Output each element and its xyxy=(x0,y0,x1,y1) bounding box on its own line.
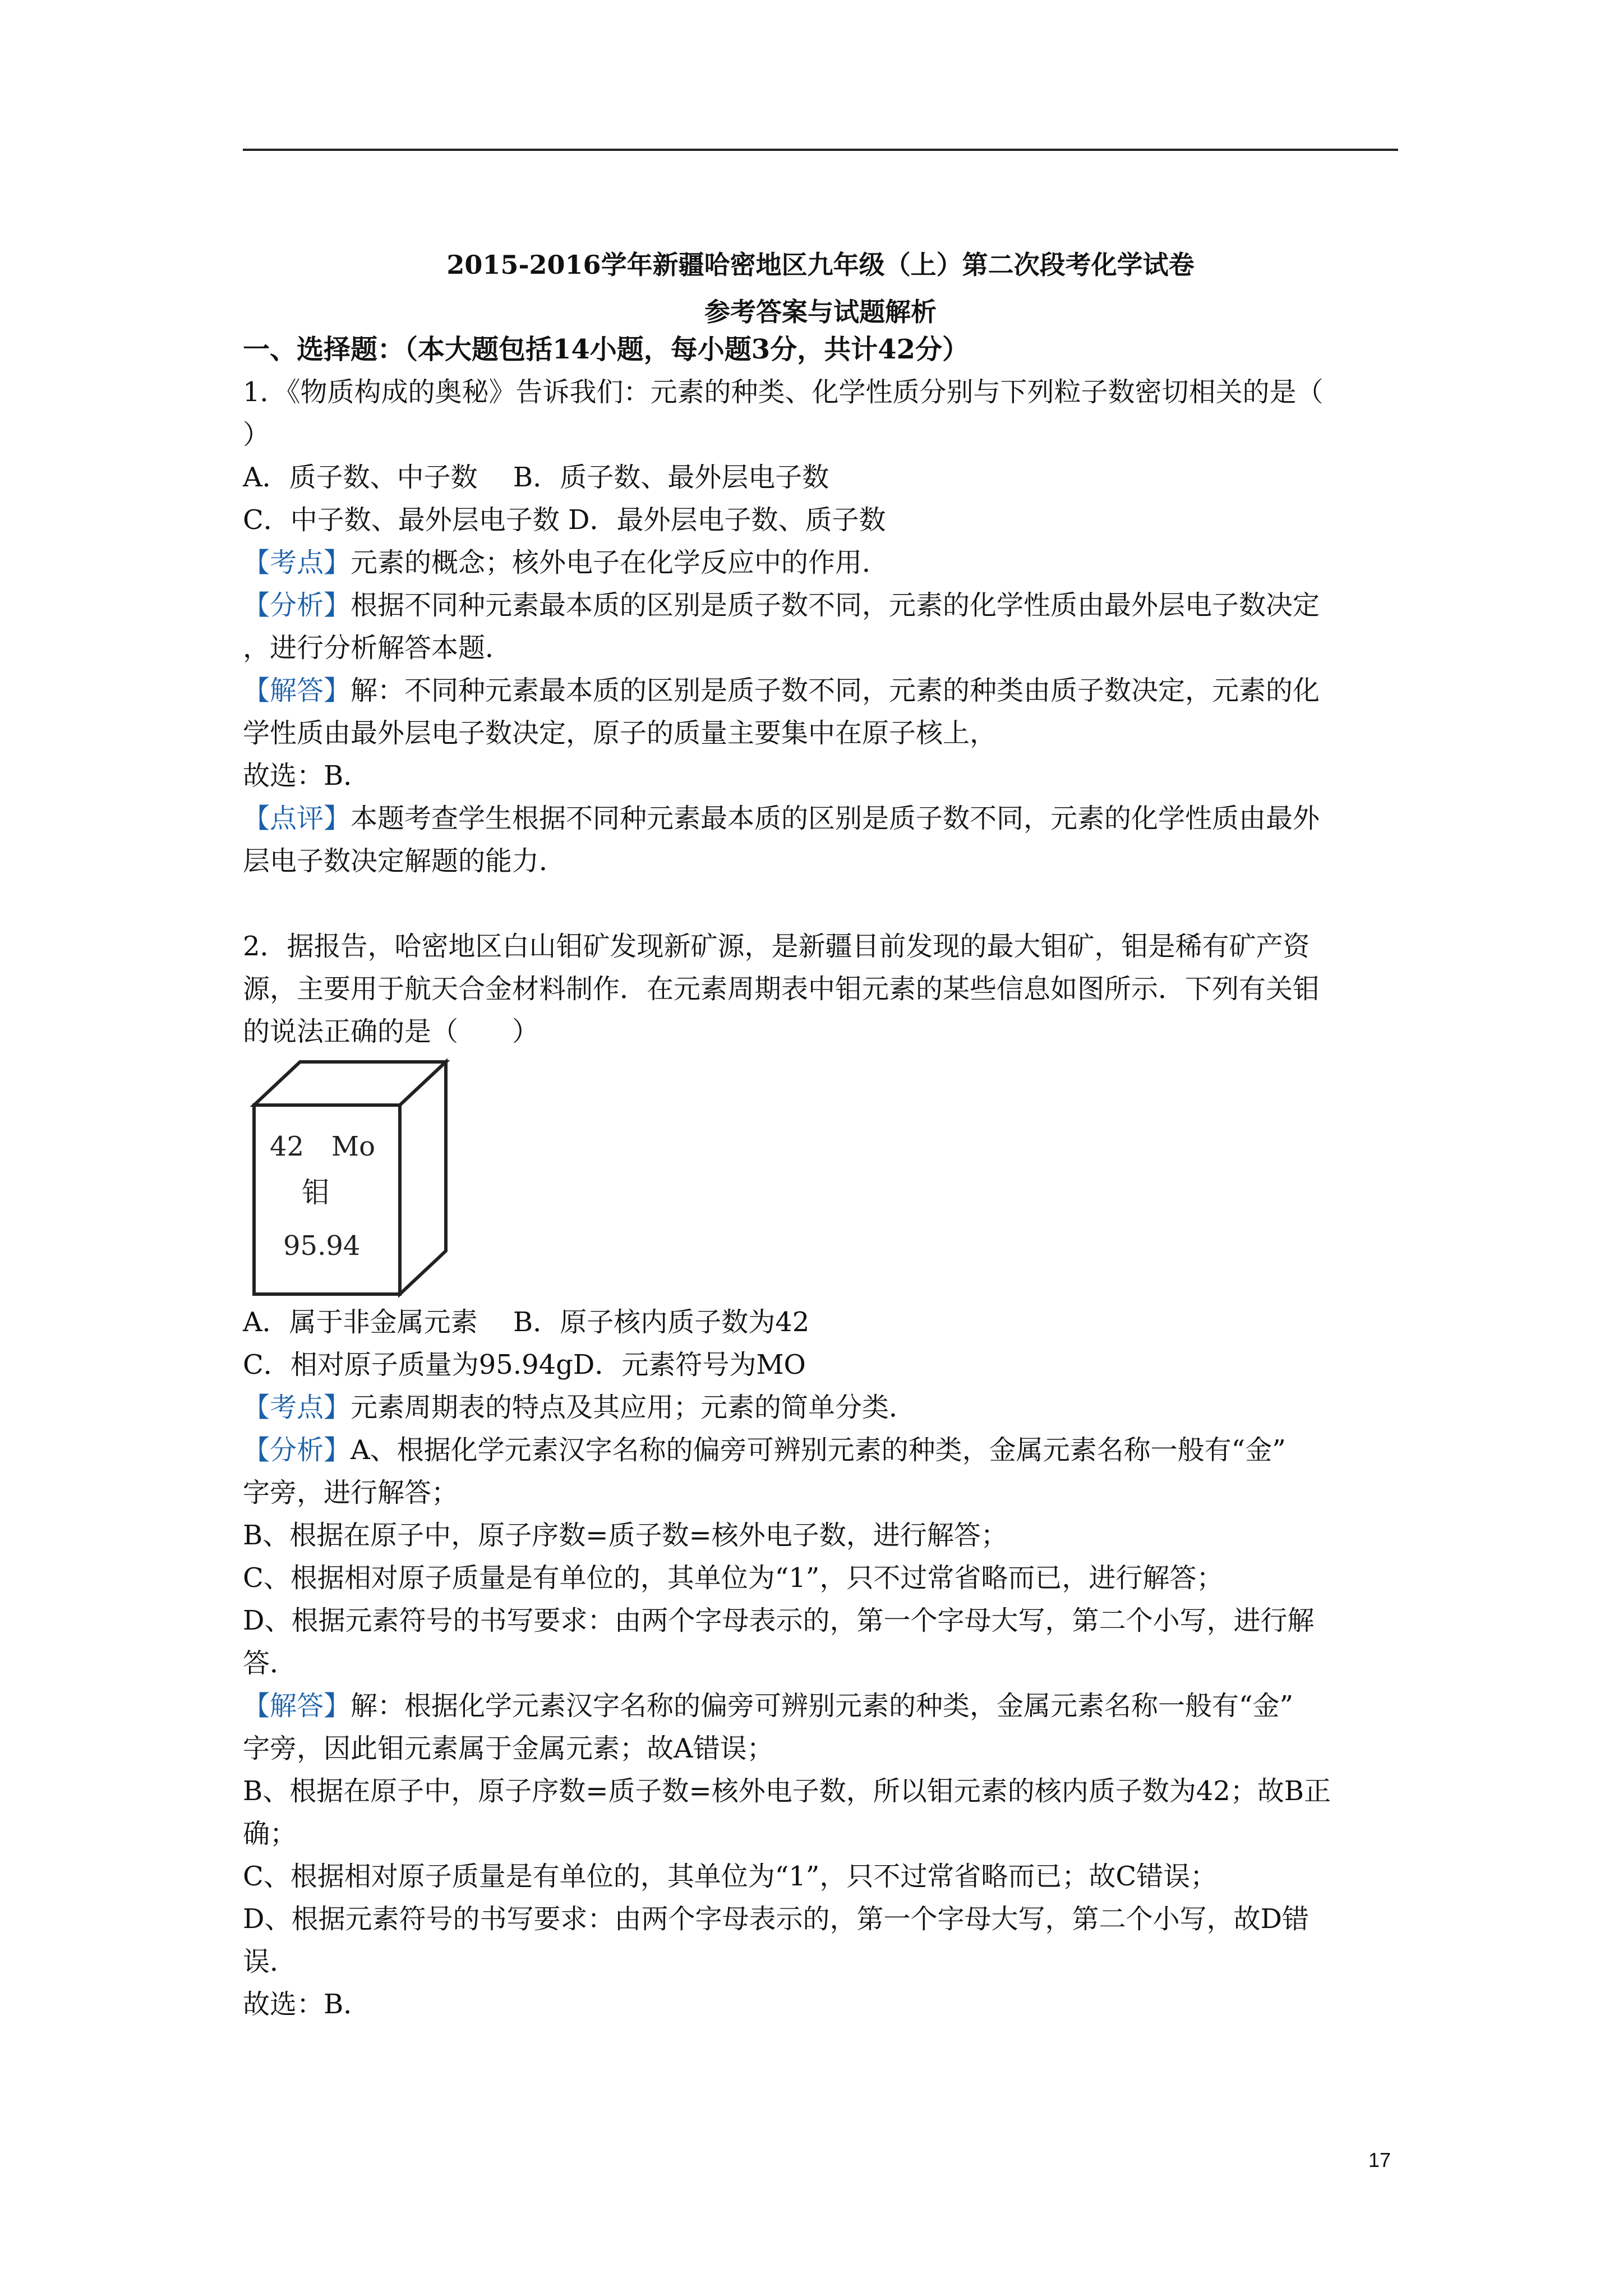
element-card-figure xyxy=(248,1057,450,1299)
q1-dianping-line-1 xyxy=(243,797,1398,840)
kaodian-tag: 【考点】 xyxy=(243,547,351,578)
q2-fenxi-line-2: 字旁，进行解答； xyxy=(243,1477,459,1508)
element-name: 钼 xyxy=(302,1176,330,1209)
q2-fenxi-text: A、根据化学元素汉字名称的偏旁可辨别元素的种类，金属元素名称一般有“金” xyxy=(351,1434,1286,1466)
q1-jieda-line-3: 故选：B． xyxy=(243,760,371,792)
atomic-number: 42 xyxy=(270,1131,305,1162)
q2-fenxi-line-6: 答． xyxy=(243,1648,297,1679)
q2-stem-line-1: 2．据报告，哈密地区白山钼矿发现新矿源，是新疆目前发现的最大钼矿，钼是稀有矿产资 xyxy=(243,931,1310,962)
q1-stem-line-1: 1．《物质构成的奥秘》告诉我们：元素的种类、化学性质分别与下列粒子数密切相关的是（ xyxy=(243,376,1324,408)
q1-options-line-2: C．中子数、最外层电子数 D．最外层电子数、质子数 xyxy=(243,504,886,536)
q2-kaodian xyxy=(243,1386,1398,1429)
exam-title: 2015-2016学年新疆哈密地区九年级（上）第二次段考化学试卷 xyxy=(446,250,1195,280)
q2-options-line-1: A．属于非金属元素 B．原子核内质子数为42 xyxy=(243,1306,810,1338)
q1-jieda-line-1 xyxy=(243,669,1398,712)
q2-jieda-line-7: 误． xyxy=(243,1946,297,1977)
dianping-tag: 【点评】 xyxy=(243,803,351,834)
q1-fenxi-line-2: ，进行分析解答本题． xyxy=(243,632,513,664)
exam-subtitle: 参考答案与试题解析 xyxy=(704,297,937,327)
fenxi-tag: 【分析】 xyxy=(243,590,351,621)
element-symbol: Mo xyxy=(331,1131,376,1162)
q2-jieda-line-6: D、根据元素符号的书写要求：由两个字母表示的，第一个字母大写，第二个小写，故D错 xyxy=(243,1903,1309,1935)
q2-jieda-line-8: 故选：B． xyxy=(243,1989,371,2020)
header-rule xyxy=(243,149,1398,151)
question-1 xyxy=(243,371,1398,882)
atomic-mass: 95.94 xyxy=(283,1230,361,1262)
q2-jieda-line-2: 字旁，因此钼元素属于金属元素；故A错误； xyxy=(243,1733,774,1764)
q2-jieda-line-1 xyxy=(243,1685,1398,1727)
q1-jieda-text: 解：不同种元素最本质的区别是质子数不同，元素的种类由质子数决定，元素的化 xyxy=(351,675,1320,706)
q2-fenxi-line-5: D、根据元素符号的书写要求：由两个字母表示的，第一个字母大写，第二个小写，进行解 xyxy=(243,1605,1315,1636)
q2-fenxi-line-1 xyxy=(243,1429,1398,1471)
page-content xyxy=(243,328,1398,2026)
question-2 xyxy=(243,925,1398,2026)
fenxi-tag: 【分析】 xyxy=(243,1434,351,1466)
q2-jieda-line-5: C、根据相对原子质量是有单位的，其单位为“1”，只不过常省略而已；故C错误； xyxy=(243,1861,1218,1892)
q1-fenxi-text: 根据不同种元素最本质的区别是质子数不同，元素的化学性质由最外层电子数决定 xyxy=(351,590,1320,621)
q2-fenxi-line-4: C、根据相对原子质量是有单位的，其单位为“1”，只不过常省略而已，进行解答； xyxy=(243,1562,1224,1594)
q2-kaodian-text: 元素周期表的特点及其应用；元素的简单分类． xyxy=(351,1392,916,1423)
q1-dianping-line-2: 层电子数决定解题的能力． xyxy=(243,845,566,877)
q1-options-line-1: A．质子数、中子数 B．质子数、最外层电子数 xyxy=(243,462,829,493)
element-card-svg xyxy=(248,1057,450,1299)
jieda-tag: 【解答】 xyxy=(243,1690,351,1722)
q2-options-line-2: C．相对原子质量为95.94gD．元素符号为MO xyxy=(243,1349,806,1381)
q2-jieda-line-3: B、根据在原子中，原子序数=质子数=核外电子数，所以钼元素的核内质子数为42；故B正 xyxy=(243,1775,1331,1807)
q2-stem-line-2: 源，主要用于航天合金材料制作．在元素周期表中钼元素的某些信息如图所示．下列有关钼 xyxy=(243,973,1320,1005)
q1-fenxi-line-1 xyxy=(243,584,1398,627)
q2-fenxi-line-3: B、根据在原子中，原子序数=质子数=核外电子数，进行解答； xyxy=(243,1520,1008,1551)
question-gap xyxy=(243,882,1398,925)
kaodian-tag: 【考点】 xyxy=(243,1392,351,1423)
title-block xyxy=(243,241,1398,335)
page-number: 17 xyxy=(1368,2148,1391,2171)
q1-kaodian xyxy=(243,541,1398,584)
jieda-tag: 【解答】 xyxy=(243,675,351,706)
q1-jieda-line-2: 学性质由最外层电子数决定，原子的质量主要集中在原子核上， xyxy=(243,717,997,749)
q2-stem-line-3: 的说法正确的是（ ） xyxy=(243,1016,540,1047)
section-heading: 一、选择题：（本大题包括14小题，每小题3分，共计42分） xyxy=(243,334,969,365)
q2-jieda-text: 解：根据化学元素汉字名称的偏旁可辨别元素的种类，金属元素名称一般有“金” xyxy=(351,1690,1294,1722)
card-side-face xyxy=(400,1062,446,1294)
q1-dianping-text: 本题考查学生根据不同种元素最本质的区别是质子数不同，元素的化学性质由最外 xyxy=(351,803,1320,834)
q1-stem-line-2: ） xyxy=(243,419,270,450)
q2-jieda-line-4: 确； xyxy=(243,1818,297,1849)
q1-kaodian-text: 元素的概念；核外电子在化学反应中的作用． xyxy=(351,547,889,578)
